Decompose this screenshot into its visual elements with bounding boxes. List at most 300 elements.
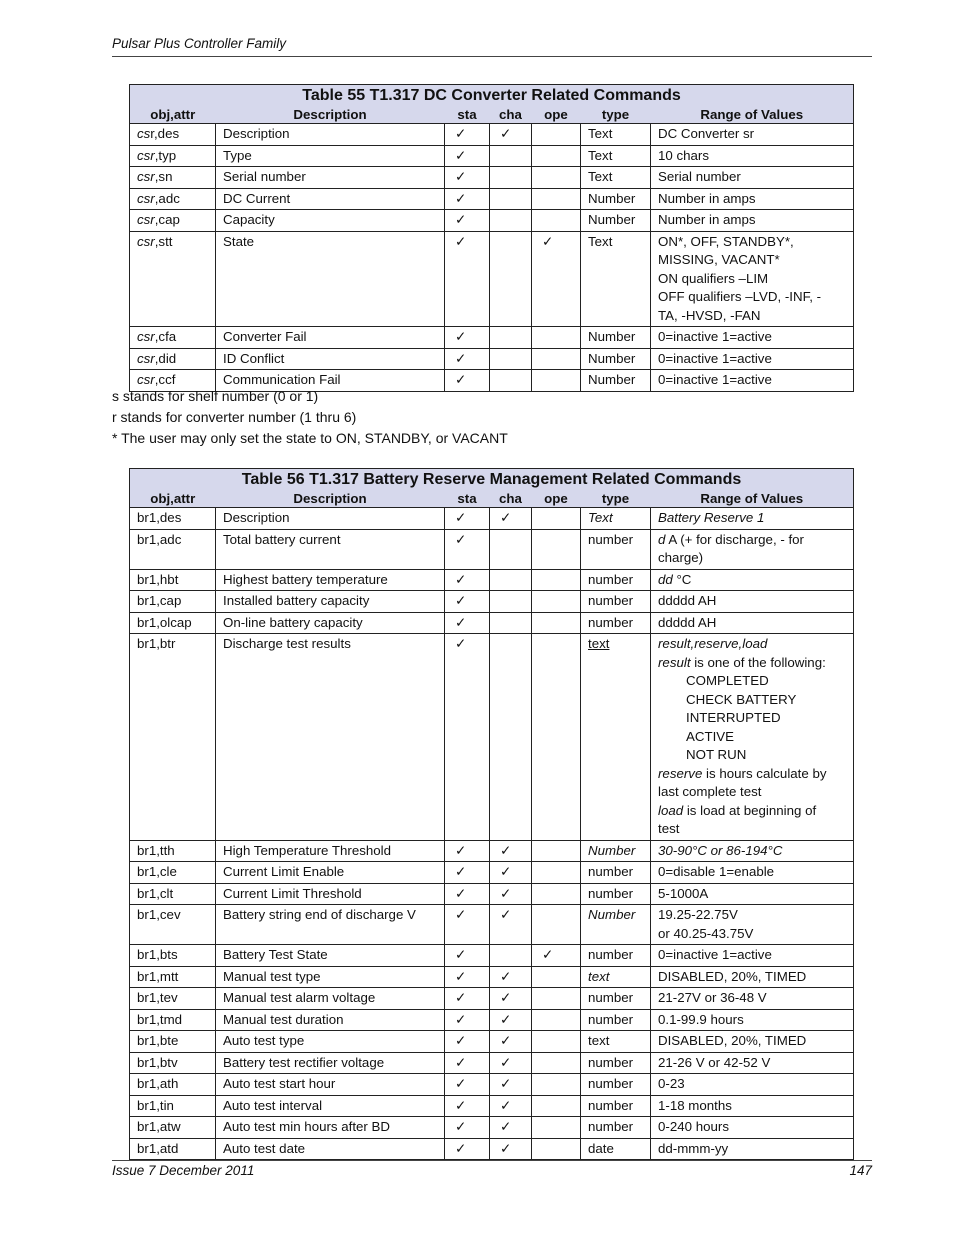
range-text: Battery Reserve 1 — [658, 510, 765, 525]
range-cell — [651, 862, 854, 884]
range-cell — [651, 612, 854, 634]
range-line — [658, 709, 846, 728]
description-cell: Battery test rectifier voltage — [216, 1052, 445, 1074]
type-cell: number — [581, 1095, 651, 1117]
sta-cell — [445, 167, 490, 189]
sta-cell — [445, 883, 490, 905]
range-line: Number in amps — [658, 212, 756, 227]
ope-cell — [532, 231, 581, 327]
type-cell: Number — [581, 840, 651, 862]
description-cell: Installed battery capacity — [216, 591, 445, 613]
description-cell: Serial number — [216, 167, 445, 189]
range-line: 0=inactive 1=active — [658, 329, 772, 344]
table-55-body — [130, 124, 854, 392]
obj-attr-cell: br1,ath — [130, 1074, 216, 1096]
range-line — [658, 509, 846, 528]
obj-attr-cell — [130, 145, 216, 167]
column-header-description: Description — [216, 490, 445, 508]
obj-attr-cell: br1,cap — [130, 591, 216, 613]
description-cell: Total battery current — [216, 529, 445, 569]
description-cell: Description — [216, 508, 445, 530]
type-cell: Number — [581, 348, 651, 370]
sta-cell — [445, 188, 490, 210]
description-cell: On-line battery capacity — [216, 612, 445, 634]
range-line: 0=inactive 1=active — [658, 350, 772, 366]
range-text: A (+ for discharge, - for — [665, 531, 804, 547]
table-row — [130, 1052, 854, 1074]
obj-attr-cell: br1,olcap — [130, 612, 216, 634]
type-cell: number — [581, 1074, 651, 1096]
range-cell — [651, 1117, 854, 1139]
check-mark-icon: ✓ — [455, 190, 467, 206]
range-line — [658, 728, 846, 747]
range-text: is one of the following: — [690, 654, 826, 670]
range-text: INTERRUPTED — [686, 710, 781, 725]
range-text: 30-90°C or 86-194°C — [658, 842, 783, 858]
table-row — [130, 988, 854, 1010]
note-state: * The user may only set the state to ON, STANDBY, or VACANT — [112, 430, 508, 446]
range-line — [658, 1140, 846, 1159]
column-header-ope: ope — [532, 490, 581, 508]
type-cell: Text — [581, 167, 651, 189]
obj-prefix: csr — [137, 350, 155, 366]
range-line — [658, 691, 846, 710]
sta-cell — [445, 327, 490, 349]
note-converter: r stands for converter number (1 thru 6) — [112, 409, 357, 425]
obj-attr-cell — [130, 327, 216, 349]
range-line — [658, 672, 846, 691]
column-header-type: type — [581, 490, 651, 508]
range-line — [658, 783, 846, 802]
range-line — [658, 531, 846, 550]
description-cell: Communication Fail — [216, 370, 445, 392]
description-cell: Auto test interval — [216, 1095, 445, 1117]
table-row — [130, 1095, 854, 1117]
table-row — [130, 1009, 854, 1031]
ope-cell — [532, 1138, 581, 1160]
cha-cell — [490, 1117, 532, 1139]
check-mark-icon: ✓ — [500, 990, 512, 1005]
check-mark-icon: ✓ — [455, 885, 467, 901]
type-cell: number — [581, 529, 651, 569]
check-mark-icon: ✓ — [455, 147, 467, 163]
range-text: charge) — [658, 550, 704, 565]
check-mark-icon: ✓ — [500, 907, 512, 922]
issue-date: Issue 7 December 2011 — [112, 1163, 255, 1178]
range-line — [658, 906, 846, 925]
cha-cell — [490, 840, 532, 862]
range-text: 0.1-99.9 hours — [658, 1011, 744, 1027]
range-line — [658, 614, 846, 633]
check-mark-icon: ✓ — [455, 947, 467, 962]
obj-suffix: ,cap — [154, 212, 180, 227]
type-cell: Number — [581, 370, 651, 392]
range-cell — [651, 1138, 854, 1160]
table-row — [130, 569, 854, 591]
range-line — [658, 989, 846, 1008]
check-mark-icon: ✓ — [500, 1140, 512, 1156]
sta-cell — [445, 508, 490, 530]
cha-cell — [490, 988, 532, 1010]
range-cell — [651, 1052, 854, 1074]
check-mark-icon: ✓ — [455, 571, 467, 587]
obj-attr-cell: br1,tin — [130, 1095, 216, 1117]
check-mark-icon: ✓ — [500, 1033, 512, 1048]
check-mark-icon: ✓ — [455, 1054, 467, 1070]
sta-cell — [445, 1009, 490, 1031]
table-row — [130, 591, 854, 613]
ope-cell — [532, 612, 581, 634]
sta-cell — [445, 945, 490, 967]
range-text: DISABLED, 20%, TIMED — [658, 968, 807, 984]
range-cell — [651, 1095, 854, 1117]
obj-prefix: csr — [137, 233, 155, 249]
table-row — [130, 167, 854, 189]
range-text: last complete test — [658, 784, 762, 799]
table-row — [130, 188, 854, 210]
description-cell: Current Limit Enable — [216, 862, 445, 884]
obj-attr-cell: br1,atw — [130, 1117, 216, 1139]
range-term: dd — [658, 571, 673, 587]
range-text: 0-23 — [658, 1076, 685, 1091]
check-mark-icon: ✓ — [455, 907, 467, 922]
table-55-notes — [112, 386, 872, 449]
range-line: OFF qualifiers –LVD, -INF, - — [658, 289, 822, 304]
type-cell: Text — [581, 145, 651, 167]
sta-cell — [445, 591, 490, 613]
table-row — [130, 1031, 854, 1053]
description-cell: DC Current — [216, 188, 445, 210]
cha-cell — [490, 508, 532, 530]
range-cell — [651, 124, 854, 146]
range-cell — [651, 840, 854, 862]
range-text: °C — [672, 571, 692, 587]
range-cell — [651, 988, 854, 1010]
type-cell: number — [581, 1117, 651, 1139]
cha-cell — [490, 1138, 532, 1160]
table-row — [130, 529, 854, 569]
range-line: Serial number — [658, 169, 741, 184]
range-line — [658, 746, 846, 765]
column-header-sta: sta — [445, 106, 490, 124]
cha-cell — [490, 145, 532, 167]
type-cell: number — [581, 591, 651, 613]
description-cell: Auto test min hours after BD — [216, 1117, 445, 1139]
check-mark-icon: ✓ — [455, 233, 467, 249]
check-mark-icon: ✓ — [455, 1076, 467, 1091]
sta-cell — [445, 905, 490, 945]
ope-cell — [532, 988, 581, 1010]
description-cell: ID Conflict — [216, 348, 445, 370]
ope-cell — [532, 145, 581, 167]
sta-cell — [445, 348, 490, 370]
table-row — [130, 634, 854, 841]
range-line: ON qualifiers –LIM — [658, 270, 769, 286]
ope-cell — [532, 529, 581, 569]
range-line — [658, 863, 846, 882]
range-line — [658, 765, 846, 784]
range-text: is hours calculate by — [702, 765, 827, 781]
description-cell: Highest battery temperature — [216, 569, 445, 591]
check-mark-icon: ✓ — [455, 212, 467, 227]
type-cell: number — [581, 1009, 651, 1031]
description-cell: State — [216, 231, 445, 327]
sta-cell — [445, 1052, 490, 1074]
range-cell — [651, 145, 854, 167]
range-text: result,reserve,load — [658, 636, 768, 651]
range-cell — [651, 591, 854, 613]
table-row — [130, 231, 854, 327]
check-mark-icon: ✓ — [500, 510, 512, 525]
table-row — [130, 966, 854, 988]
sta-cell — [445, 862, 490, 884]
ope-cell — [532, 883, 581, 905]
ope-cell — [532, 1074, 581, 1096]
obj-attr-cell — [130, 124, 216, 146]
obj-attr-cell — [130, 348, 216, 370]
sta-cell — [445, 988, 490, 1010]
range-cell — [651, 231, 854, 327]
range-line — [658, 842, 846, 861]
table-row — [130, 145, 854, 167]
ope-cell — [532, 905, 581, 945]
range-line — [658, 1075, 846, 1094]
type-cell: text — [581, 1031, 651, 1053]
column-header-description: Description — [216, 106, 445, 124]
check-mark-icon: ✓ — [455, 1119, 467, 1134]
range-text: NOT RUN — [686, 747, 747, 762]
ope-cell — [532, 1009, 581, 1031]
sta-cell — [445, 1117, 490, 1139]
check-mark-icon: ✓ — [500, 1054, 512, 1070]
type-cell: number — [581, 569, 651, 591]
type-cell: number — [581, 862, 651, 884]
sta-cell — [445, 1074, 490, 1096]
cha-cell — [490, 862, 532, 884]
range-text: is load at beginning of — [683, 802, 817, 818]
obj-attr-cell: br1,btr — [130, 634, 216, 841]
check-mark-icon: ✓ — [455, 350, 467, 366]
type-cell: number — [581, 988, 651, 1010]
range-line: TA, -HVSD, -FAN — [658, 307, 761, 323]
table-row — [130, 210, 854, 232]
obj-attr-cell: br1,tth — [130, 840, 216, 862]
sta-cell — [445, 966, 490, 988]
obj-suffix: ,sn — [154, 169, 173, 184]
check-mark-icon: ✓ — [455, 531, 467, 547]
cha-cell — [490, 124, 532, 146]
obj-prefix: csr — [137, 329, 155, 344]
description-cell: Auto test start hour — [216, 1074, 445, 1096]
table-row — [130, 1138, 854, 1160]
table-56-battery-reserve-commands — [129, 468, 854, 1160]
sta-cell — [445, 1095, 490, 1117]
check-mark-icon: ✓ — [500, 1119, 512, 1134]
range-line — [658, 1032, 846, 1051]
type-cell: text — [581, 634, 651, 841]
obj-prefix: csr — [137, 169, 155, 184]
running-header: Pulsar Plus Controller Family — [112, 36, 287, 51]
range-line — [658, 592, 846, 611]
range-term: reserve — [658, 765, 703, 781]
sta-cell — [445, 1031, 490, 1053]
table-56-body — [130, 508, 854, 1160]
sta-cell — [445, 1138, 490, 1160]
description-cell: Manual test type — [216, 966, 445, 988]
cha-cell — [490, 1052, 532, 1074]
type-cell: number — [581, 883, 651, 905]
ope-cell — [532, 1031, 581, 1053]
check-mark-icon: ✓ — [500, 1076, 512, 1091]
obj-suffix: ,adc — [154, 190, 180, 206]
range-text: ddddd AH — [658, 614, 717, 630]
range-cell — [651, 569, 854, 591]
range-text: CHECK BATTERY — [686, 691, 797, 707]
table-row — [130, 862, 854, 884]
table-row — [130, 348, 854, 370]
type-cell: Number — [581, 188, 651, 210]
sta-cell — [445, 210, 490, 232]
page-number: 147 — [849, 1163, 872, 1178]
range-text: 0=inactive 1=active — [658, 947, 772, 962]
range-text: dd-mmm-yy — [658, 1140, 729, 1156]
range-line — [658, 571, 846, 590]
range-text: 19.25-22.75V — [658, 907, 738, 922]
description-cell: Battery Test State — [216, 945, 445, 967]
range-cell — [651, 327, 854, 349]
description-cell: Converter Fail — [216, 327, 445, 349]
cha-cell — [490, 210, 532, 232]
obj-attr-cell: br1,hbt — [130, 569, 216, 591]
table-row — [130, 124, 854, 146]
check-mark-icon: ✓ — [455, 1011, 467, 1027]
range-line — [658, 820, 846, 839]
sta-cell — [445, 612, 490, 634]
description-cell: Discharge test results — [216, 634, 445, 841]
range-line — [658, 1011, 846, 1030]
note-shelf: s stands for shelf number (0 or 1) — [112, 388, 319, 404]
range-text: 5-1000A — [658, 885, 709, 901]
range-line — [658, 968, 846, 987]
cha-cell — [490, 966, 532, 988]
ope-cell — [532, 210, 581, 232]
range-text: 21-27V or 36-48 V — [658, 990, 767, 1005]
description-cell: Current Limit Threshold — [216, 883, 445, 905]
cha-cell — [490, 1074, 532, 1096]
range-line — [658, 635, 846, 654]
type-cell: Number — [581, 210, 651, 232]
column-header-obj-attr: obj,attr — [130, 490, 216, 508]
range-cell — [651, 1009, 854, 1031]
header-divider — [112, 56, 872, 57]
range-cell — [651, 188, 854, 210]
obj-prefix: csr — [137, 212, 155, 227]
range-cell — [651, 508, 854, 530]
range-line — [658, 946, 846, 965]
obj-prefix: cs — [137, 126, 151, 141]
range-line: Number in amps — [658, 190, 756, 206]
range-text: COMPLETED — [686, 673, 769, 688]
description-cell: Auto test date — [216, 1138, 445, 1160]
range-text: test — [658, 821, 680, 836]
description-cell: Manual test alarm voltage — [216, 988, 445, 1010]
type-cell: number — [581, 612, 651, 634]
ope-cell — [532, 1052, 581, 1074]
range-line — [658, 802, 846, 821]
range-cell — [651, 634, 854, 841]
range-text: 1-18 months — [658, 1097, 732, 1113]
sta-cell — [445, 634, 490, 841]
ope-cell — [532, 508, 581, 530]
column-header-range: Range of Values — [651, 106, 854, 124]
range-line — [658, 1054, 846, 1073]
cha-cell — [490, 231, 532, 327]
ope-cell — [532, 124, 581, 146]
table-55-caption: Table 55 T1.317 DC Converter Related Commands — [130, 85, 854, 107]
check-mark-icon: ✓ — [455, 169, 467, 184]
table-row — [130, 508, 854, 530]
cha-cell — [490, 348, 532, 370]
range-text: ddddd AH — [658, 593, 717, 608]
obj-attr-cell: br1,btv — [130, 1052, 216, 1074]
check-mark-icon: ✓ — [455, 593, 467, 608]
range-text: 0-240 hours — [658, 1119, 729, 1134]
column-header-ope: ope — [532, 106, 581, 124]
cha-cell — [490, 945, 532, 967]
cha-cell — [490, 327, 532, 349]
obj-prefix: csr — [137, 190, 155, 206]
column-header-cha: cha — [490, 106, 532, 124]
obj-attr-cell: br1,bts — [130, 945, 216, 967]
check-mark-icon: ✓ — [455, 636, 467, 651]
check-mark-icon: ✓ — [455, 510, 467, 525]
table-row — [130, 1074, 854, 1096]
check-mark-icon: ✓ — [455, 1097, 467, 1113]
table-row — [130, 883, 854, 905]
check-mark-icon: ✓ — [455, 968, 467, 984]
range-line: DC Converter sr — [658, 126, 755, 141]
obj-attr-cell: br1,cle — [130, 862, 216, 884]
table-55-dc-converter-commands — [129, 84, 854, 392]
ope-cell — [532, 966, 581, 988]
column-header-obj-attr: obj,attr — [130, 106, 216, 124]
obj-attr-cell: br1,adc — [130, 529, 216, 569]
range-cell — [651, 966, 854, 988]
obj-attr-cell — [130, 188, 216, 210]
footer-divider — [112, 1160, 872, 1161]
obj-attr-cell: br1,des — [130, 508, 216, 530]
table-row — [130, 945, 854, 967]
cha-cell — [490, 1095, 532, 1117]
type-cell: Number — [581, 327, 651, 349]
type-cell: number — [581, 945, 651, 967]
check-mark-icon: ✓ — [500, 842, 512, 858]
description-cell: Type — [216, 145, 445, 167]
check-mark-icon: ✓ — [500, 1097, 512, 1113]
check-mark-icon: ✓ — [455, 842, 467, 858]
sta-cell — [445, 124, 490, 146]
check-mark-icon: ✓ — [455, 126, 467, 141]
ope-cell — [532, 840, 581, 862]
cha-cell — [490, 569, 532, 591]
cha-cell — [490, 1031, 532, 1053]
type-cell: date — [581, 1138, 651, 1160]
check-mark-icon: ✓ — [455, 1033, 467, 1048]
cha-cell — [490, 529, 532, 569]
obj-attr-cell: br1,tmd — [130, 1009, 216, 1031]
check-mark-icon: ✓ — [500, 1011, 512, 1027]
type-cell: Text — [581, 508, 651, 530]
